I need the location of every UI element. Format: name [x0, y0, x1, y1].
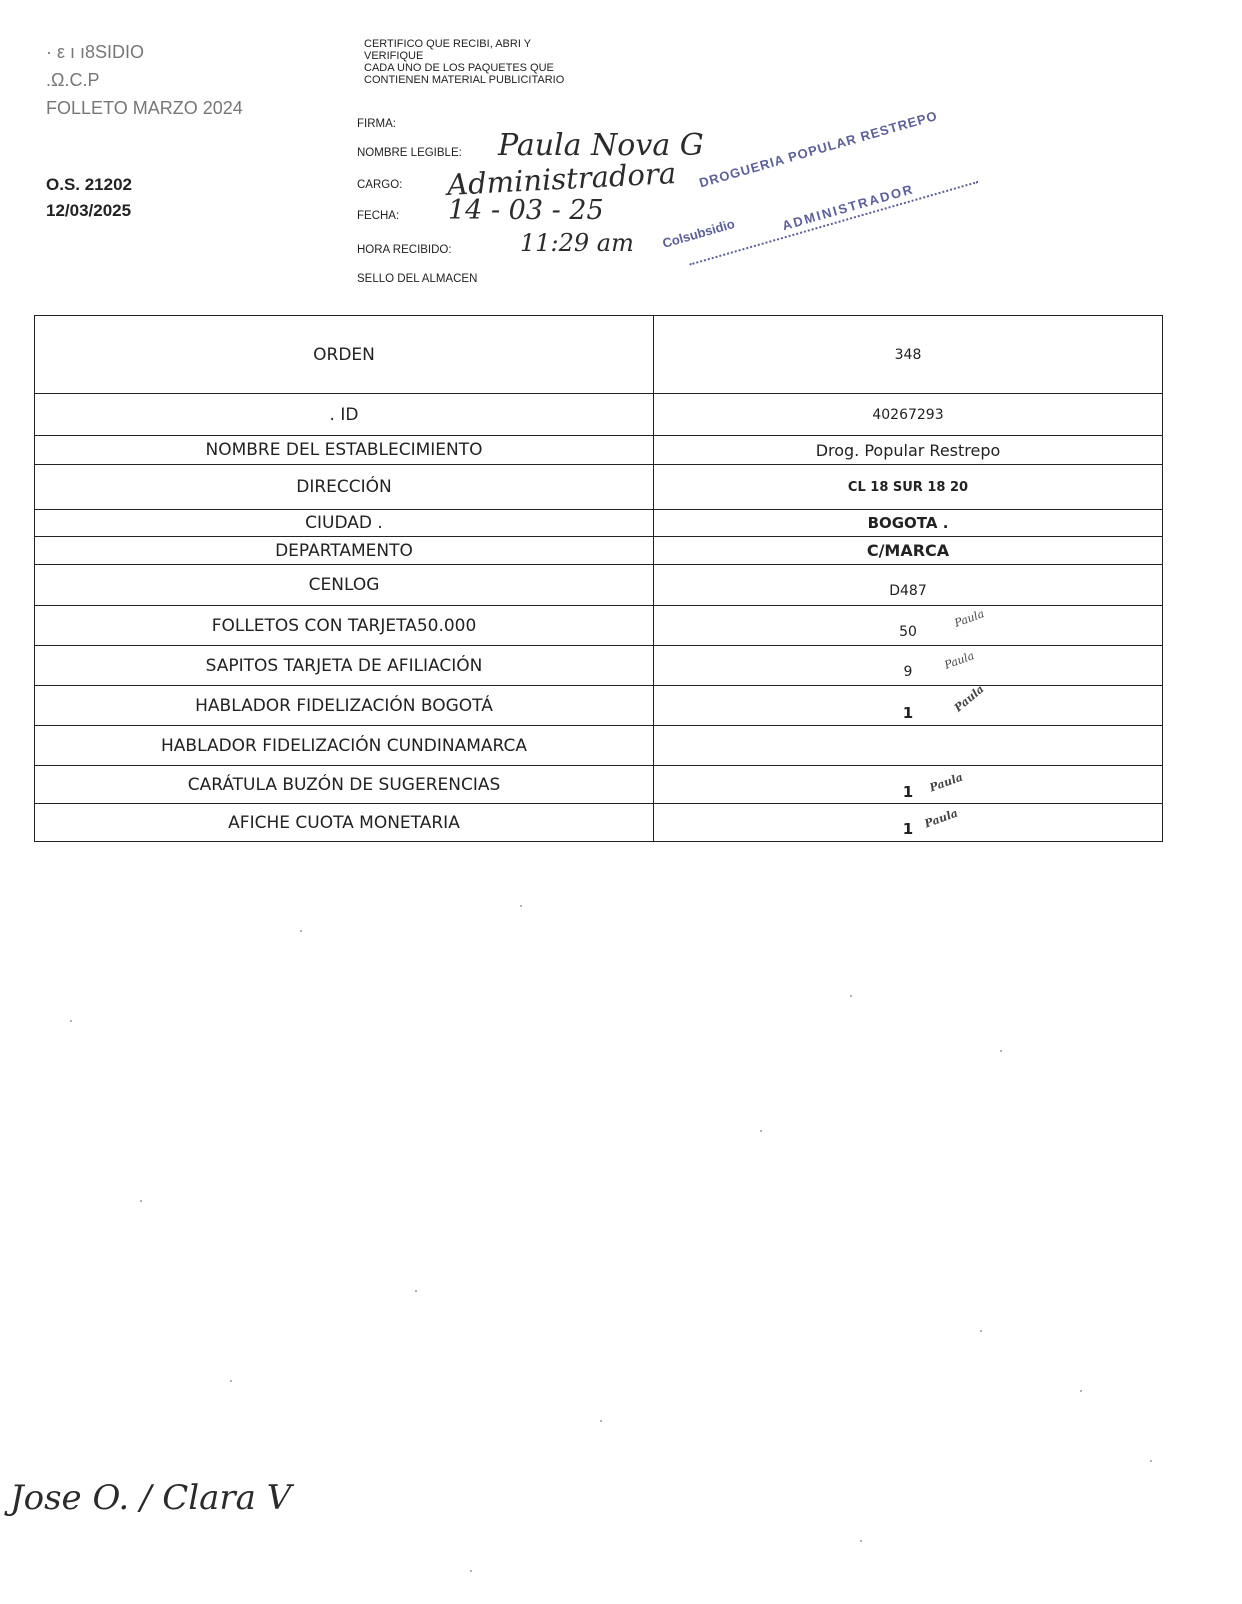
fecha-label: FECHA:: [357, 210, 400, 222]
nombre-value-handwritten: Paula Nova G: [498, 128, 704, 163]
firma-label: FIRMA:: [357, 118, 396, 130]
scan-speck: [230, 1380, 232, 1382]
table-row: [35, 565, 1163, 606]
table-row: [35, 726, 1163, 766]
scan-speck: [300, 930, 302, 932]
cert-line-4: CONTIENEN MATERIAL PUBLICITARIO: [364, 74, 565, 86]
initials-tick: Paula: [951, 682, 987, 715]
row-label: NOMBRE DEL ESTABLECIMIENTO: [35, 436, 654, 465]
delivery-table: [34, 315, 1163, 842]
cert-line-2: VERIFIQUE: [364, 50, 424, 62]
row-value-text: D487: [889, 583, 927, 599]
scan-speck: [860, 1540, 862, 1542]
row-label: ORDEN: [35, 316, 654, 394]
scan-speck: [850, 995, 852, 997]
hora-label: HORA RECIBIDO:: [357, 244, 452, 256]
table-row: [35, 510, 1163, 537]
row-label: . ID: [35, 394, 654, 436]
row-value: 40267293: [654, 394, 1163, 436]
table-row: [35, 394, 1163, 436]
row-label: HABLADOR FIDELIZACIÓN CUNDINAMARCA: [35, 726, 654, 766]
scan-speck: [1000, 1050, 1002, 1052]
scan-speck: [1150, 1460, 1152, 1462]
row-label: AFICHE CUOTA MONETARIA: [35, 804, 654, 842]
bottom-handwritten-signature: Jose O. / Clara V: [10, 1478, 292, 1518]
scan-speck: [760, 1130, 762, 1132]
table-row: [35, 436, 1163, 465]
row-value-text: 1: [902, 782, 914, 801]
row-value: BOGOTA .: [654, 510, 1163, 537]
row-value-text: 9: [903, 663, 913, 680]
table-row: [35, 646, 1163, 686]
row-label: DEPARTAMENTO: [35, 537, 654, 565]
scan-speck: [140, 1200, 142, 1202]
order-service-number: O.S. 21202: [46, 175, 133, 194]
table-row: [35, 766, 1163, 804]
row-label: CIUDAD .: [35, 510, 654, 537]
header-line-3: FOLLETO MARZO 2024: [46, 98, 243, 118]
row-label: FOLLETOS CON TARJETA50.000: [35, 606, 654, 646]
row-value: 348: [654, 316, 1163, 394]
row-label: HABLADOR FIDELIZACIÓN BOGOTÁ: [35, 686, 654, 726]
scan-speck: [520, 905, 522, 907]
table-row: [35, 804, 1163, 842]
row-value-text: 1: [902, 819, 914, 838]
order-service-block: [46, 170, 132, 226]
row-value: [654, 682, 1163, 726]
scan-speck: [980, 1330, 982, 1332]
table-row: [35, 465, 1163, 510]
row-value: C/MARCA: [654, 537, 1163, 565]
row-value: [654, 804, 1163, 842]
cargo-value-handwritten: Administradora: [446, 156, 677, 202]
fecha-value-handwritten: 14 - 03 - 25: [448, 195, 604, 226]
row-value-text: 1: [902, 703, 914, 722]
cargo-label: CARGO:: [357, 179, 403, 191]
scan-speck: [70, 1020, 72, 1022]
scan-speck: [600, 1420, 602, 1422]
row-value: CL 18 SUR 18 20: [654, 465, 1163, 510]
row-value: Drog. Popular Restrepo: [654, 436, 1163, 465]
row-label: CARÁTULA BUZÓN DE SUGERENCIAS: [35, 766, 654, 804]
initials-tick: Paula: [952, 607, 986, 630]
stamp-brand: Colsubsidio: [660, 215, 737, 251]
row-value: [654, 726, 1163, 766]
row-value: [654, 646, 1163, 686]
cert-line-1: CERTIFICO QUE RECIBI, ABRI Y: [364, 38, 532, 50]
scan-speck: [470, 1570, 472, 1572]
row-value-text: 50: [899, 623, 917, 640]
table-row: [35, 686, 1163, 726]
scan-speck: [415, 1290, 417, 1292]
header-line-1: · ε ı ı8SIDIO: [46, 42, 145, 62]
row-label: DIRECCIÓN: [35, 465, 654, 510]
order-service-date: 12/03/2025: [46, 201, 132, 220]
store-stamp: [640, 40, 996, 296]
document-header: [46, 38, 243, 122]
stamp-store-name: DROGUERIA POPULAR RESTREPO: [697, 107, 940, 191]
row-value: [654, 766, 1163, 804]
initials-tick: Paula: [927, 770, 965, 795]
initials-tick: Paula: [922, 806, 960, 831]
initials-tick: Paula: [942, 649, 976, 672]
nombre-label: NOMBRE LEGIBLE:: [357, 147, 462, 159]
row-value: [654, 606, 1163, 646]
row-label: CENLOG: [35, 565, 654, 606]
table-row: [35, 537, 1163, 565]
row-label: SAPITOS TARJETA DE AFILIACIÓN: [35, 646, 654, 686]
cert-line-3: CADA UNO DE LOS PAQUETES QUE: [364, 62, 554, 74]
hora-value-handwritten: 11:29 am: [520, 229, 634, 257]
certification-text: [364, 38, 564, 86]
table-row: [35, 316, 1163, 394]
table-row: [35, 606, 1163, 646]
scan-speck: [1080, 1390, 1082, 1392]
stamp-role: ADMINISTRADOR: [780, 181, 916, 234]
sello-label: SELLO DEL ALMACEN: [357, 273, 478, 285]
row-value: [654, 565, 1163, 606]
header-line-2: .Ω.C.P: [46, 70, 100, 90]
